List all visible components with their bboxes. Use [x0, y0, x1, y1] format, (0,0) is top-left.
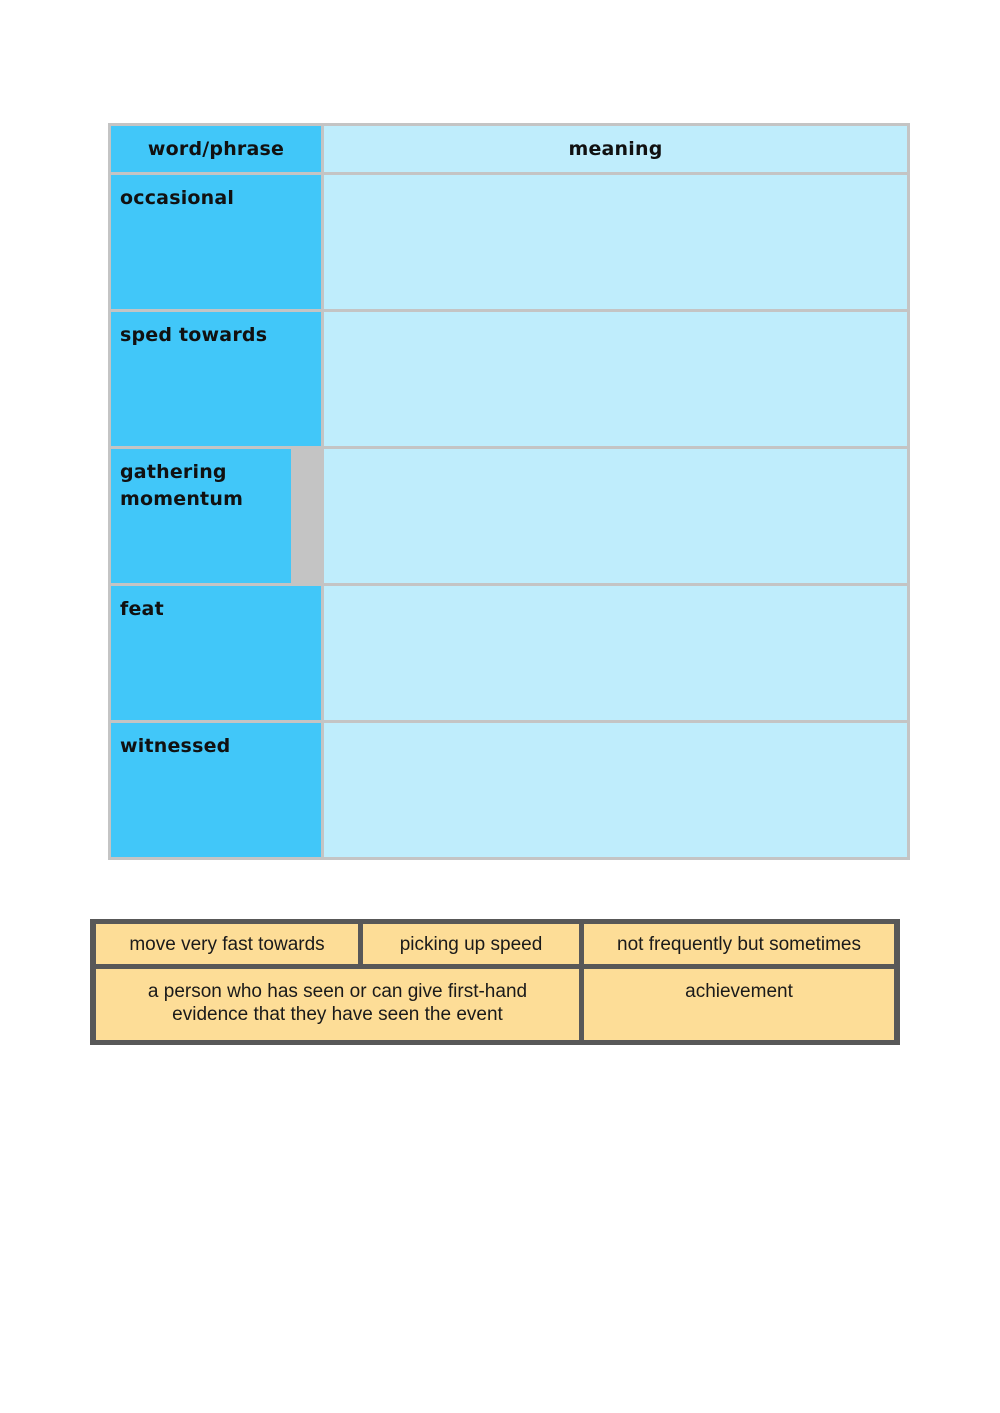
meaning-drop-zone-witnessed[interactable] — [324, 723, 907, 857]
meaning-drop-zone-feat[interactable] — [324, 586, 907, 720]
answer-chip-a-person-who-has-seen[interactable]: a person who has seen or can give first-hand evidence that they have seen the event — [96, 969, 579, 1040]
meaning-drop-zone-sped-towards[interactable] — [324, 312, 907, 446]
answer-chip-not-frequently-but-sometimes[interactable]: not frequently but sometimes — [584, 924, 894, 964]
answer-chip-achievement[interactable]: achievement — [584, 969, 894, 1040]
word-cell-gathering-momentum: gathering momentum — [111, 449, 291, 583]
word-cell-sped-towards: sped towards — [111, 312, 321, 446]
header-word-phrase: word/phrase — [111, 126, 321, 172]
meaning-drop-zone-gathering-momentum[interactable] — [324, 449, 907, 583]
answer-chip-picking-up-speed[interactable]: picking up speed — [363, 924, 579, 964]
word-cell-occasional: occasional — [111, 175, 321, 309]
word-cell-witnessed: witnessed — [111, 723, 321, 857]
answer-bank-row — [96, 924, 894, 964]
vocabulary-table — [108, 123, 910, 860]
meaning-drop-zone-occasional[interactable] — [324, 175, 907, 309]
header-meaning: meaning — [324, 126, 907, 172]
answer-bank — [90, 919, 900, 1045]
answer-chip-move-very-fast-towards[interactable]: move very fast towards — [96, 924, 358, 964]
word-cell-feat: feat — [111, 586, 321, 720]
answer-bank-row — [96, 969, 894, 1040]
